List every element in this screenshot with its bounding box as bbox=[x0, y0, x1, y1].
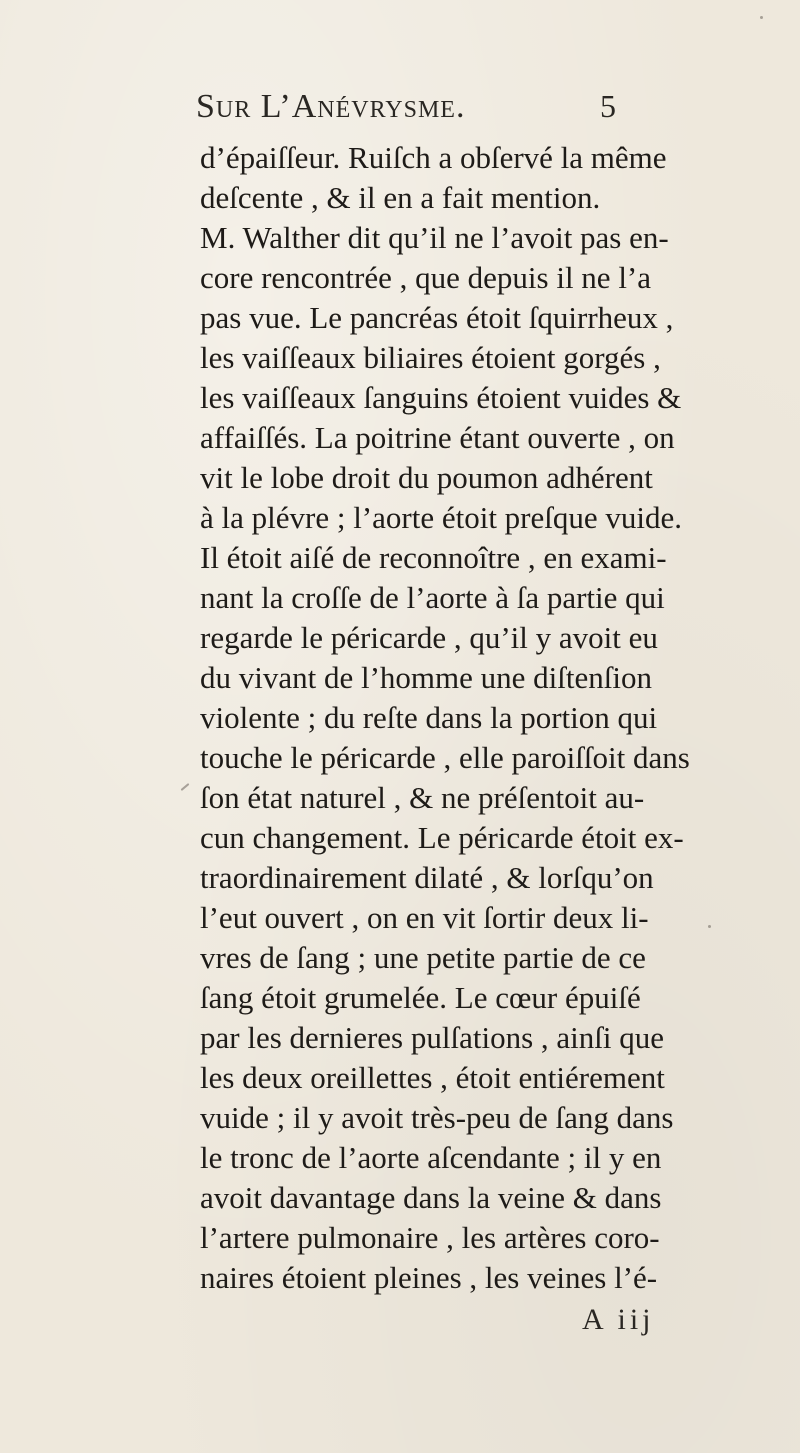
text-line: les vaiſſeaux biliaires étoient gorgés , bbox=[200, 340, 661, 375]
text-line: ſang étoit grumelée. Le cœur épuiſé bbox=[200, 980, 641, 1015]
text-line: pas vue. Le pancréas étoit ſquirrheux , bbox=[200, 300, 674, 335]
text-line: naires étoient pleines , les veines l’é- bbox=[200, 1260, 658, 1295]
text-line: à la plévre ; l’aorte étoit preſque vuide. bbox=[200, 500, 683, 535]
text-line: vit le lobe droit du poumon adhérent bbox=[200, 460, 653, 495]
stray-ink-dot bbox=[708, 925, 711, 928]
text-line: ſon état naturel , & ne préſentoit au- bbox=[200, 780, 645, 815]
text-line: les deux oreillettes , étoit entiérement bbox=[200, 1060, 665, 1095]
text-line: violente ; du reſte dans la portion qui bbox=[200, 700, 658, 735]
text-line: les vaiſſeaux ſanguins étoient vuides & bbox=[200, 380, 682, 415]
text-line: vres de ſang ; une petite partie de ce bbox=[200, 940, 646, 975]
text-line: le tronc de l’aorte aſcendante ; il y en bbox=[200, 1140, 662, 1175]
text-line: core rencontrée , que depuis il ne l’a bbox=[200, 260, 652, 295]
text-line: touche le péricarde , elle paroiſſoit dans bbox=[200, 740, 690, 775]
stray-ink-dot bbox=[760, 16, 763, 19]
text-line: d’épaiſſeur. Ruiſch a obſervé la même bbox=[200, 140, 667, 175]
text-line: vuide ; il y avoit très-peu de ſang dans bbox=[200, 1100, 674, 1135]
text-line: du vivant de l’homme une diſtenſion bbox=[200, 660, 652, 695]
text-line: l’artere pulmonaire , les artères coro- bbox=[200, 1220, 660, 1255]
page-number: 5 bbox=[600, 88, 616, 124]
text-line: deſcente , & il en a fait mention. bbox=[200, 180, 601, 215]
signature-mark: A iij bbox=[582, 1303, 655, 1336]
text-line: avoit davantage dans la veine & dans bbox=[200, 1180, 662, 1215]
text-line: M. Walther dit qu’il ne l’avoit pas en- bbox=[200, 220, 669, 255]
page-header bbox=[196, 88, 616, 132]
running-title: Sur L’Anévrysme. bbox=[196, 88, 466, 125]
text-line: l’eut ouvert , on en vit ſortir deux li- bbox=[200, 900, 649, 935]
text-line: regarde le péricarde , qu’il y avoit eu bbox=[200, 620, 658, 655]
text-line: par les dernieres pulſations , ainſi que bbox=[200, 1020, 665, 1055]
text-line: Il étoit aiſé de reconnoître , en exami- bbox=[200, 540, 667, 575]
text-line: nant la croſſe de l’aorte à ſa partie qui bbox=[200, 580, 665, 615]
text-line: cun changement. Le péricarde étoit ex- bbox=[200, 820, 684, 855]
text-line: traordinairement dilaté , & lorſqu’on bbox=[200, 860, 654, 895]
text-line: affaiſſés. La poitrine étant ouverte , on bbox=[200, 420, 675, 455]
